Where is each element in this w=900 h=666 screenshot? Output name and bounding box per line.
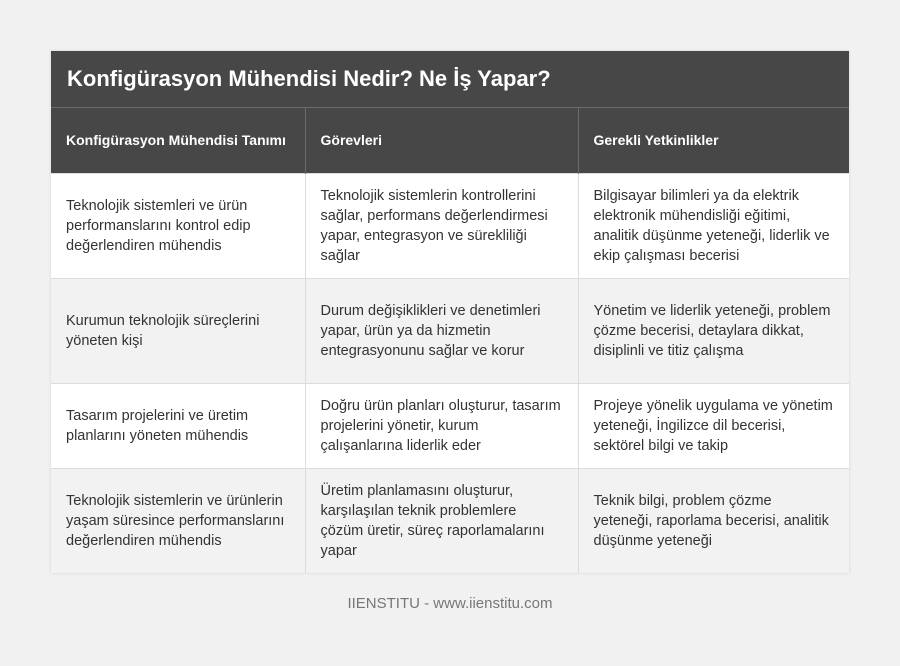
cell-duties: Teknolojik sistemlerin kontrollerini sağlar, performans değerlendirmesi yapar, entegrasyon ve sürekliliği sağlar bbox=[305, 173, 578, 278]
cell-skills: Yönetim ve liderlik yeteneği, problem çözme becerisi, detaylara dikkat, disiplinli ve titiz çalışma bbox=[578, 278, 849, 383]
table-row bbox=[51, 468, 849, 573]
info-table-card bbox=[51, 51, 849, 573]
cell-definition: Teknolojik sistemlerin ve ürünlerin yaşam süresince performanslarını değerlendiren mühendis bbox=[51, 468, 305, 573]
table-title: Konfigürasyon Mühendisi Nedir? Ne İş Yapar? bbox=[51, 51, 849, 108]
table-row bbox=[51, 383, 849, 468]
header-skills: Gerekli Yetkinlikler bbox=[578, 108, 849, 173]
cell-definition: Teknolojik sistemleri ve ürün performanslarını kontrol edip değerlendiren mühendis bbox=[51, 173, 305, 278]
cell-definition: Kurumun teknolojik süreçlerini yöneten kişi bbox=[51, 278, 305, 383]
table-row bbox=[51, 278, 849, 383]
cell-skills: Projeye yönelik uygulama ve yönetim yeteneği, İngilizce dil becerisi, sektörel bilgi ve takip bbox=[578, 383, 849, 468]
cell-duties: Doğru ürün planları oluşturur, tasarım projelerini yönetir, kurum çalışanlarına liderlik eder bbox=[305, 383, 578, 468]
header-definition: Konfigürasyon Mühendisi Tanımı bbox=[51, 108, 305, 173]
cell-skills: Bilgisayar bilimleri ya da elektrik elektronik mühendisliği eğitimi, analitik düşünme yeteneği, liderlik ve ekip çalışması becerisi bbox=[578, 173, 849, 278]
header-duties: Görevleri bbox=[305, 108, 578, 173]
cell-skills: Teknik bilgi, problem çözme yeteneği, raporlama becerisi, analitik düşünme yeteneği bbox=[578, 468, 849, 573]
cell-duties: Üretim planlamasını oluşturur, karşılaşılan teknik problemlere çözüm üretir, süreç raporlamalarını yapar bbox=[305, 468, 578, 573]
cell-duties: Durum değişiklikleri ve denetimleri yapar, ürün ya da hizmetin entegrasyonunu sağlar ve korur bbox=[305, 278, 578, 383]
table-row bbox=[51, 173, 849, 278]
cell-definition: Tasarım projelerini ve üretim planlarını yöneten mühendis bbox=[51, 383, 305, 468]
footer-source: IIENSTITU - www.iienstitu.com bbox=[347, 595, 553, 612]
header-row bbox=[51, 108, 849, 173]
info-table bbox=[51, 108, 849, 573]
